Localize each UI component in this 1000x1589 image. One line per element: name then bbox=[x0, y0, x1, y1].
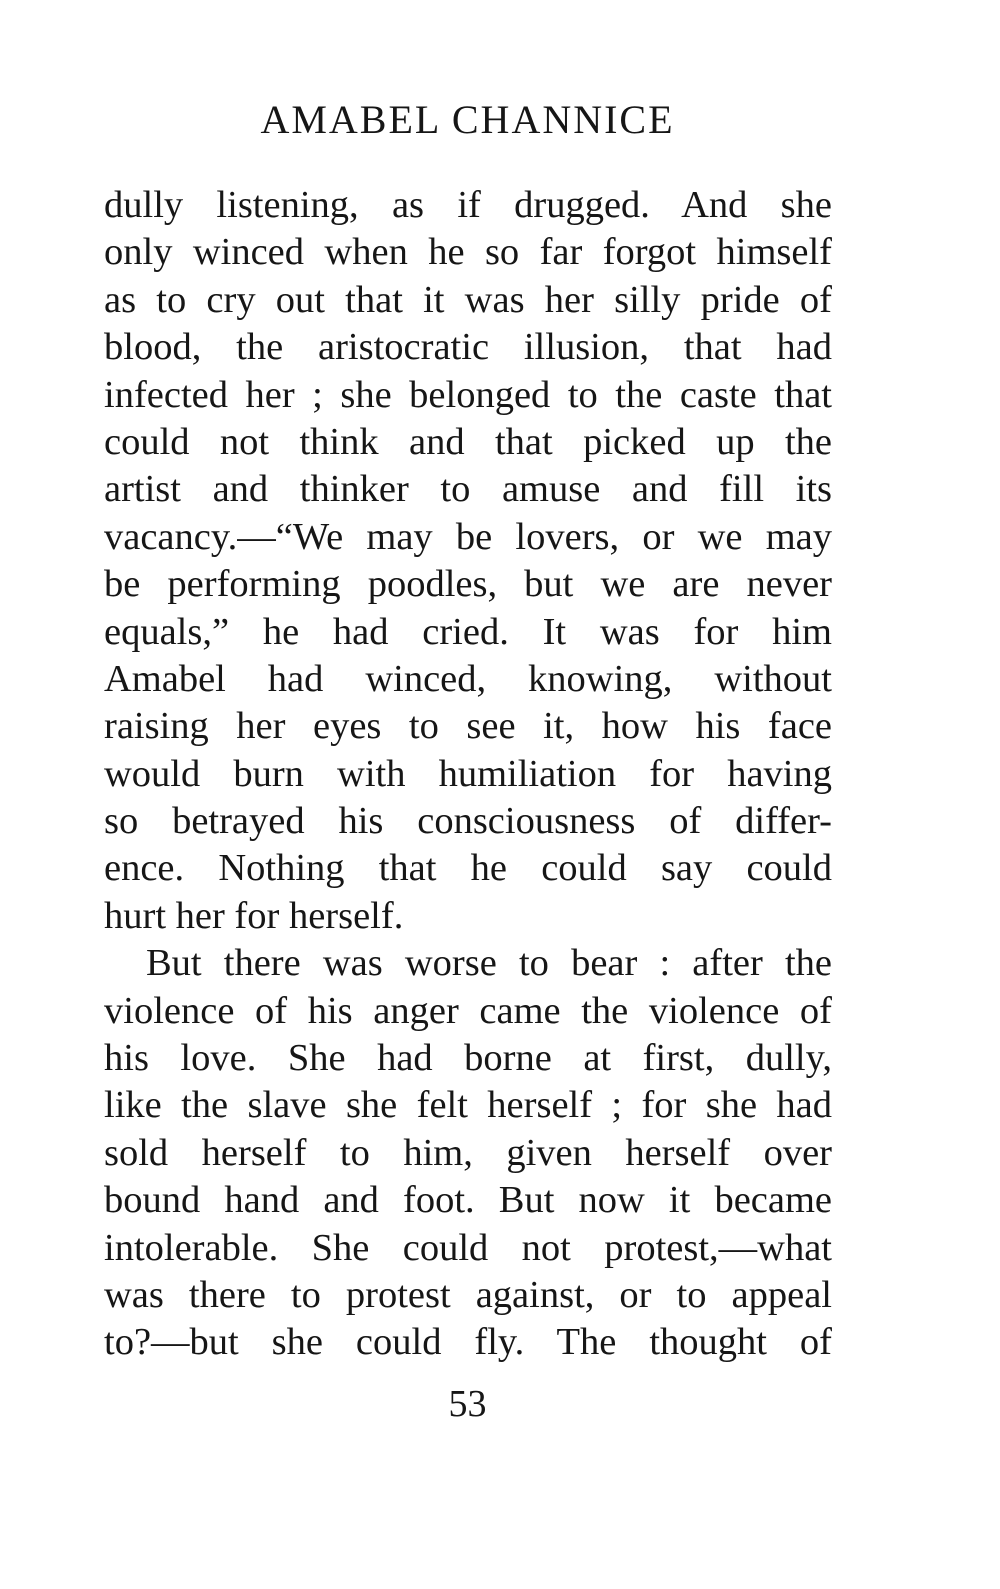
text-line: vacancy.—“We may be lovers, or we may bbox=[104, 515, 832, 558]
page-number: 53 bbox=[448, 1383, 487, 1425]
paragraph-2 bbox=[104, 940, 832, 1367]
text-line: was there to protest against, or to appeal bbox=[104, 1273, 832, 1316]
text-line: so betrayed his consciousness of differ- bbox=[104, 800, 832, 843]
text-line: Amabel had winced, knowing, without bbox=[104, 657, 832, 700]
text-line: equals,” he had cried. It was for him bbox=[104, 610, 832, 653]
text-line: his love. She had borne at first, dully, bbox=[104, 1037, 832, 1080]
text-line: could not think and that picked up the bbox=[104, 420, 832, 463]
text-line: like the slave she felt herself ; for she had bbox=[104, 1084, 832, 1127]
text-line: be performing poodles, but we are never bbox=[104, 563, 832, 606]
text-line: infected her ; she belonged to the caste that bbox=[104, 373, 832, 416]
text-line: raising her eyes to see it, how his face bbox=[104, 705, 832, 748]
text-line: bound hand and foot. But now it became bbox=[104, 1179, 832, 1222]
text-line: to?—but she could fly. The thought of bbox=[104, 1321, 832, 1364]
text-line: only winced when he so far forgot himself bbox=[104, 231, 832, 274]
running-head: AMABEL CHANNICE bbox=[260, 97, 675, 142]
text-line: hurt her for herself. bbox=[104, 894, 404, 937]
text-line: violence of his anger came the violence of bbox=[104, 989, 832, 1032]
text-line: would burn with humiliation for having bbox=[104, 752, 832, 795]
body-text bbox=[104, 182, 832, 1367]
paragraph-1 bbox=[104, 182, 832, 940]
text-line: as to cry out that it was her silly pride of bbox=[104, 278, 832, 321]
text-line: intolerable. She could not protest,—what bbox=[104, 1226, 832, 1269]
text-line: artist and thinker to amuse and fill its bbox=[104, 468, 832, 511]
text-line: ence. Nothing that he could say could bbox=[104, 847, 832, 890]
text-line: But there was worse to bear : after the bbox=[146, 942, 832, 985]
text-line: dully listening, as if drugged. And she bbox=[104, 184, 832, 226]
text-line: sold herself to him, given herself over bbox=[104, 1131, 832, 1174]
text-line: blood, the aristocratic illusion, that had bbox=[104, 326, 832, 369]
